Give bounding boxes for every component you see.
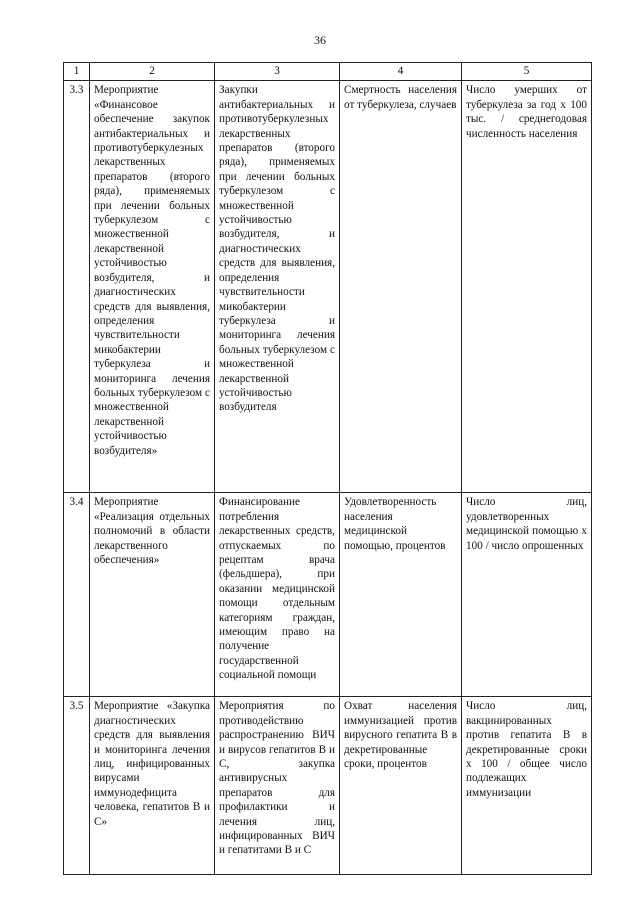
measures-table	[63, 62, 592, 875]
table-row	[64, 697, 592, 875]
event-content-cell: Закупки антибактериальных и противотуберкулезных лекарственных препаратов (второго ряда), применяемых при лечении больных туберкулезом с множественной устойчивостью возбудителя, и диагностических средств для выявления, определения чувствительности микобактерии туберкулеза и мониторинга лечения больных туберкулезом с множественной лекарственной устойчивостью возбудителя	[215, 81, 340, 493]
event-content-cell: Мероприятия по противодействию распространению ВИЧ и вирусов гепатитов В и С, закупка антивирусных препаратов для профилактики и лечения лиц, инфицированных ВИЧ и гепатитами В и С	[215, 697, 340, 875]
event-name-cell: Мероприятие «Закупка диагностических средств для выявления и мониторинга лечения лиц, инфицированных вирусами иммунодефицита человека, гепатитов В и С»	[90, 697, 215, 875]
page-number: 36	[314, 33, 326, 47]
calculation-method-cell: Число лиц, удовлетворенных медицинской помощью х 100 / число опрошенных	[462, 493, 592, 697]
calculation-method-cell: Число умерших от туберкулеза за год х 100 тыс. / среднегодовая численность населения	[462, 81, 592, 493]
event-content-cell: Финансирование потребления лекарственных средств, отпускаемых по рецептам врача (фельдшера), при оказании медицинской помощи отдельным категориям граждан, имеющим право на получение государственной социальной помощи	[215, 493, 340, 697]
row-number-cell: 3.4	[64, 493, 90, 697]
table-header-row	[64, 63, 592, 81]
column-number-1: 1	[64, 63, 90, 81]
column-number-2: 2	[90, 63, 215, 81]
event-name-cell: Мероприятие «Финансовое обеспечение закупок антибактериальных и противотуберкулезных лекарственных препаратов (второго ряда), применяемых при лечении больных туберкулезом с множественной лекарственной устойчивостью возбудителя, и диагностических средств для выявления, определения чувствительности микобактерии туберкулеза и мониторинга лечения больных туберкулезом с множественной лекарственной устойчивостью возбудителя»	[90, 81, 215, 493]
column-number-3: 3	[215, 63, 340, 81]
row-number-cell: 3.5	[64, 697, 90, 875]
table-row	[64, 493, 592, 697]
column-number-5: 5	[462, 63, 592, 81]
calculation-method-cell: Число лиц, вакцинированных против гепатита В в декретированные сроки х 100 / общее число подлежащих иммунизации	[462, 697, 592, 875]
indicator-cell: Смертность населения от туберкулеза, случаев	[340, 81, 462, 493]
event-name-cell: Мероприятие «Реализация отдельных полномочий в области лекарственного обеспечения»	[90, 493, 215, 697]
indicator-cell: Охват населения иммунизацией против вирусного гепатита В в декретированные сроки, процентов	[340, 697, 462, 875]
row-number-cell: 3.3	[64, 81, 90, 493]
indicator-cell: Удовлетворенность населения медицинской помощью, процентов	[340, 493, 462, 697]
table-row	[64, 81, 592, 493]
column-number-4: 4	[340, 63, 462, 81]
